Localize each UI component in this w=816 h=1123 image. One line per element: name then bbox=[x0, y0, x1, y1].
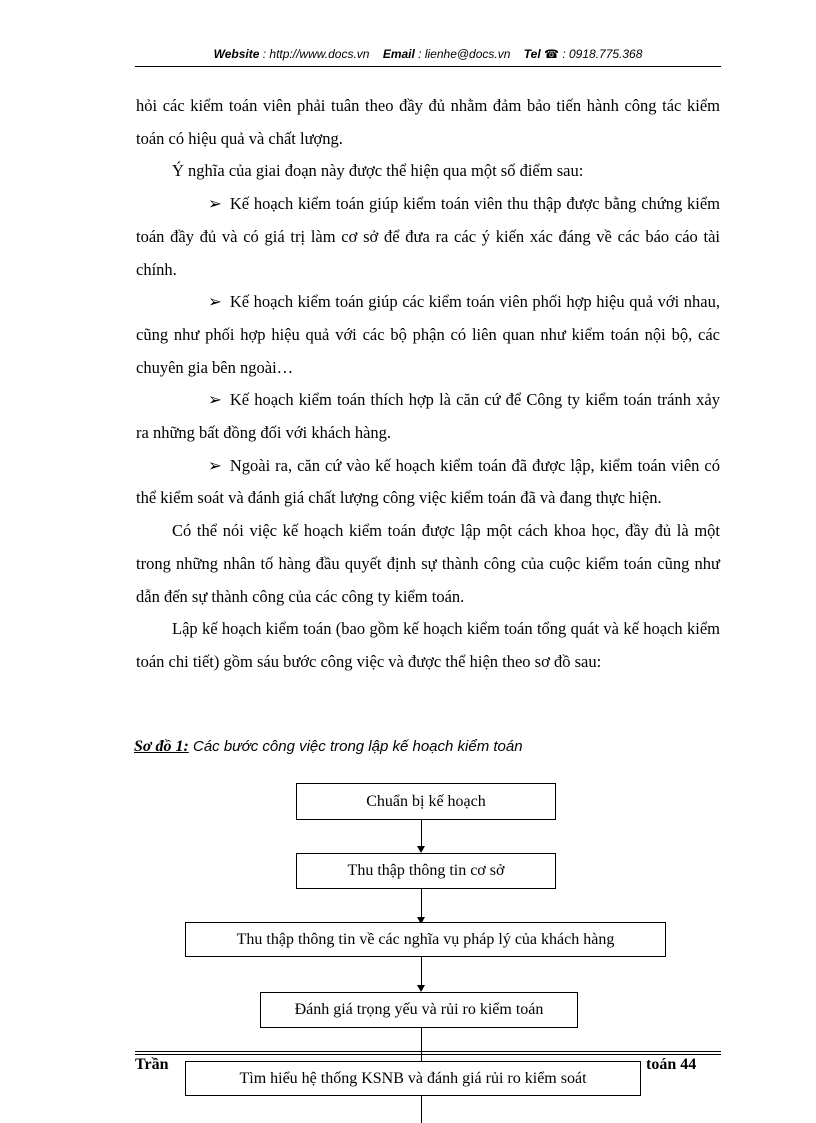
arrow-bullet-icon: ➢ bbox=[208, 292, 222, 312]
caption-label: Sơ đồ 1: bbox=[134, 738, 189, 755]
tel-value: 0918.775.368 bbox=[569, 47, 643, 61]
paragraph-2: Ý nghĩa của giai đoạn này được thể hiện qua một số điểm sau: bbox=[172, 161, 584, 181]
arrow-bullet-icon: ➢ bbox=[208, 390, 222, 410]
body-text bbox=[136, 90, 720, 679]
flow-step-1: Chuẩn bị kế hoạch bbox=[296, 783, 556, 820]
paragraph-1: hỏi các kiểm toán viên phải tuân theo đầy đủ nhằm đảm bảo tiến hành công tác kiểm toán có hiệu quả và chất lượng. bbox=[136, 96, 720, 148]
flow-connector bbox=[421, 957, 422, 985]
bullet-1 bbox=[136, 188, 720, 286]
arrow-bullet-icon: ➢ bbox=[208, 194, 222, 214]
footer-author: Trần bbox=[135, 1056, 169, 1073]
flow-connector bbox=[421, 1028, 422, 1061]
flow-step-3: Thu thập thông tin về các nghĩa vụ pháp lý của khách hàng bbox=[185, 922, 666, 957]
bullet-1-text: Kế hoạch kiểm toán giúp kiểm toán viên thu thập được bằng chứng kiểm toán đầy đủ và có giá trị làm cơ sở để đưa ra các ý kiến xác đáng về các báo cáo tài chính. bbox=[136, 194, 720, 279]
flow-connector bbox=[421, 820, 422, 846]
footer-rule bbox=[135, 1054, 721, 1055]
flow-step-4: Đánh giá trọng yếu và rủi ro kiểm toán bbox=[260, 992, 578, 1028]
paragraph-3: Có thể nói việc kế hoạch kiểm toán được lập một cách khoa học, đầy đủ là một trong những nhân tố hàng đầu quyết định sự thành công của cuộc kiểm toán cũng như dẫn đến sự thành công của các công ty kiểm toán. bbox=[136, 521, 720, 606]
flow-step-5: Tìm hiểu hệ thống KSNB và đánh giá rủi ro kiểm soát bbox=[185, 1061, 641, 1096]
arrow-down-icon bbox=[417, 985, 425, 992]
bullet-3-text: Kế hoạch kiểm toán thích hợp là căn cứ để Công ty kiểm toán tránh xảy ra những bất đồng đối với khách hàng. bbox=[136, 390, 720, 443]
phone-icon: ☎ bbox=[544, 47, 559, 61]
bullet-4-text: Ngoài ra, căn cứ vào kế hoạch kiểm toán đã được lập, kiểm toán viên có thể kiểm soát và đánh giá chất lượng công việc kiểm toán đã và đang thực hiện. bbox=[136, 455, 720, 508]
bullet-2-text: Kế hoạch kiểm toán giúp các kiểm toán viên phối hợp hiệu quả với nhau, cũng như phối hợp hiệu quả với các bộ phận có liên quan như kiểm toán nội bộ, các chuyên gia bên ngoài… bbox=[136, 292, 720, 377]
diagram-caption bbox=[134, 738, 724, 756]
email-link[interactable]: lienhe@docs.vn bbox=[424, 47, 511, 61]
footer-class: toán 44 bbox=[646, 1056, 697, 1073]
flow-connector bbox=[421, 1096, 422, 1123]
caption-text: Các bước công việc trong lập kế hoạch kiểm toán bbox=[188, 738, 523, 755]
bullet-4 bbox=[136, 450, 720, 515]
arrow-bullet-icon: ➢ bbox=[208, 455, 222, 475]
footer-rule bbox=[135, 1051, 721, 1052]
flow-connector bbox=[421, 889, 422, 917]
flow-step-2: Thu thập thông tin cơ sở bbox=[296, 853, 556, 889]
bullet-2 bbox=[136, 286, 720, 384]
page-header: Website : http://www.docs.vn Email : lienhe@docs.vn Tel ☎ : 0918.775.368 bbox=[213, 47, 643, 61]
arrow-down-icon bbox=[417, 846, 425, 853]
website-label: Website bbox=[213, 47, 260, 61]
paragraph-4: Lập kế hoạch kiểm toán (bao gồm kế hoạch kiểm toán tổng quát và kế hoạch kiểm toán chi tiết) gồm sáu bước công việc và được thể hiện theo sơ đồ sau: bbox=[136, 619, 720, 671]
website-link[interactable]: http://www.docs.vn bbox=[269, 47, 370, 61]
tel-label: Tel bbox=[523, 47, 541, 61]
bullet-3 bbox=[136, 384, 720, 449]
email-label: Email bbox=[382, 47, 415, 61]
header-rule bbox=[135, 66, 721, 67]
